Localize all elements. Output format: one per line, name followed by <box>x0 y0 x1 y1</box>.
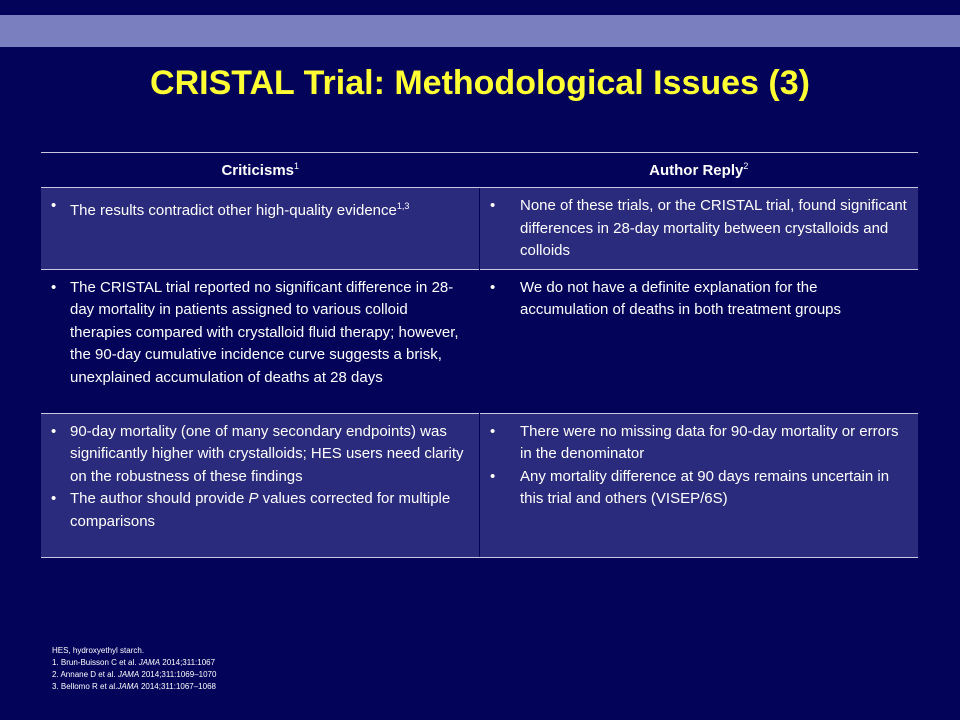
table-row <box>41 188 918 270</box>
slide-title: CRISTAL Trial: Methodological Issues (3) <box>150 64 810 102</box>
reply-bullet: • There were no missing data for 90-day mortality or errors in the denominator <box>490 421 908 466</box>
criticism-bullet: • The author should provide P values corrected for multiple comparisons <box>51 488 469 533</box>
criticisms-header: Criticisms$^1$ <box>41 153 480 188</box>
reply-bullet: • None of these trials, or the CRISTAL trial, found significant differences in 28-day mortality between crystalloids and colloids <box>490 195 908 263</box>
top-band <box>0 0 960 15</box>
reference-1: 1. Brun-Buisson C et al. JAMA 2014;311:1067 <box>52 658 216 667</box>
header-band <box>0 15 960 47</box>
reply-bullet: • We do not have a definite explanation for the accumulation of deaths in both treatment groups <box>490 277 908 322</box>
criticism-bullet: • The CRISTAL trial reported no significant difference in 28-day mortality in patients assigned to various colloid therapies compared with crystalloid fluid therapy; however, the 90-day cumulative incidence curve suggests a brisk, unexplained accumulation of deaths at 28 days <box>51 277 469 390</box>
author-reply-header: Author Reply$^2$ <box>480 153 919 188</box>
table-row <box>41 413 918 557</box>
criticism-cell <box>41 188 480 270</box>
footnotes <box>52 645 216 693</box>
reference-2: 2. Annane D et al. JAMA 2014;311:1069–1070 <box>52 670 217 679</box>
reply-cell <box>480 413 919 557</box>
reference-3: 3. Bellomo R et al.JAMA 2014;311:1067–1068 <box>52 682 216 691</box>
reply-cell <box>480 188 919 270</box>
criticism-cell <box>41 269 480 413</box>
criticism-bullet: • 90-day mortality (one of many secondary endpoints) was significantly higher with crystalloids; HES users need clarity on the robustness of these findings <box>51 421 469 489</box>
criticism-bullet: • The results contradict other high-quality evidence$^{1,3}$ <box>51 195 469 223</box>
table-row <box>41 269 918 413</box>
reply-cell <box>480 269 919 413</box>
table-header-row <box>41 153 918 188</box>
criticism-cell <box>41 413 480 557</box>
issues-table <box>41 152 918 558</box>
reply-bullet: • Any mortality difference at 90 days remains uncertain in this trial and others (VISEP/6S) <box>490 466 908 511</box>
abbreviation-note: HES, hydroxyethyl starch. <box>52 646 145 655</box>
